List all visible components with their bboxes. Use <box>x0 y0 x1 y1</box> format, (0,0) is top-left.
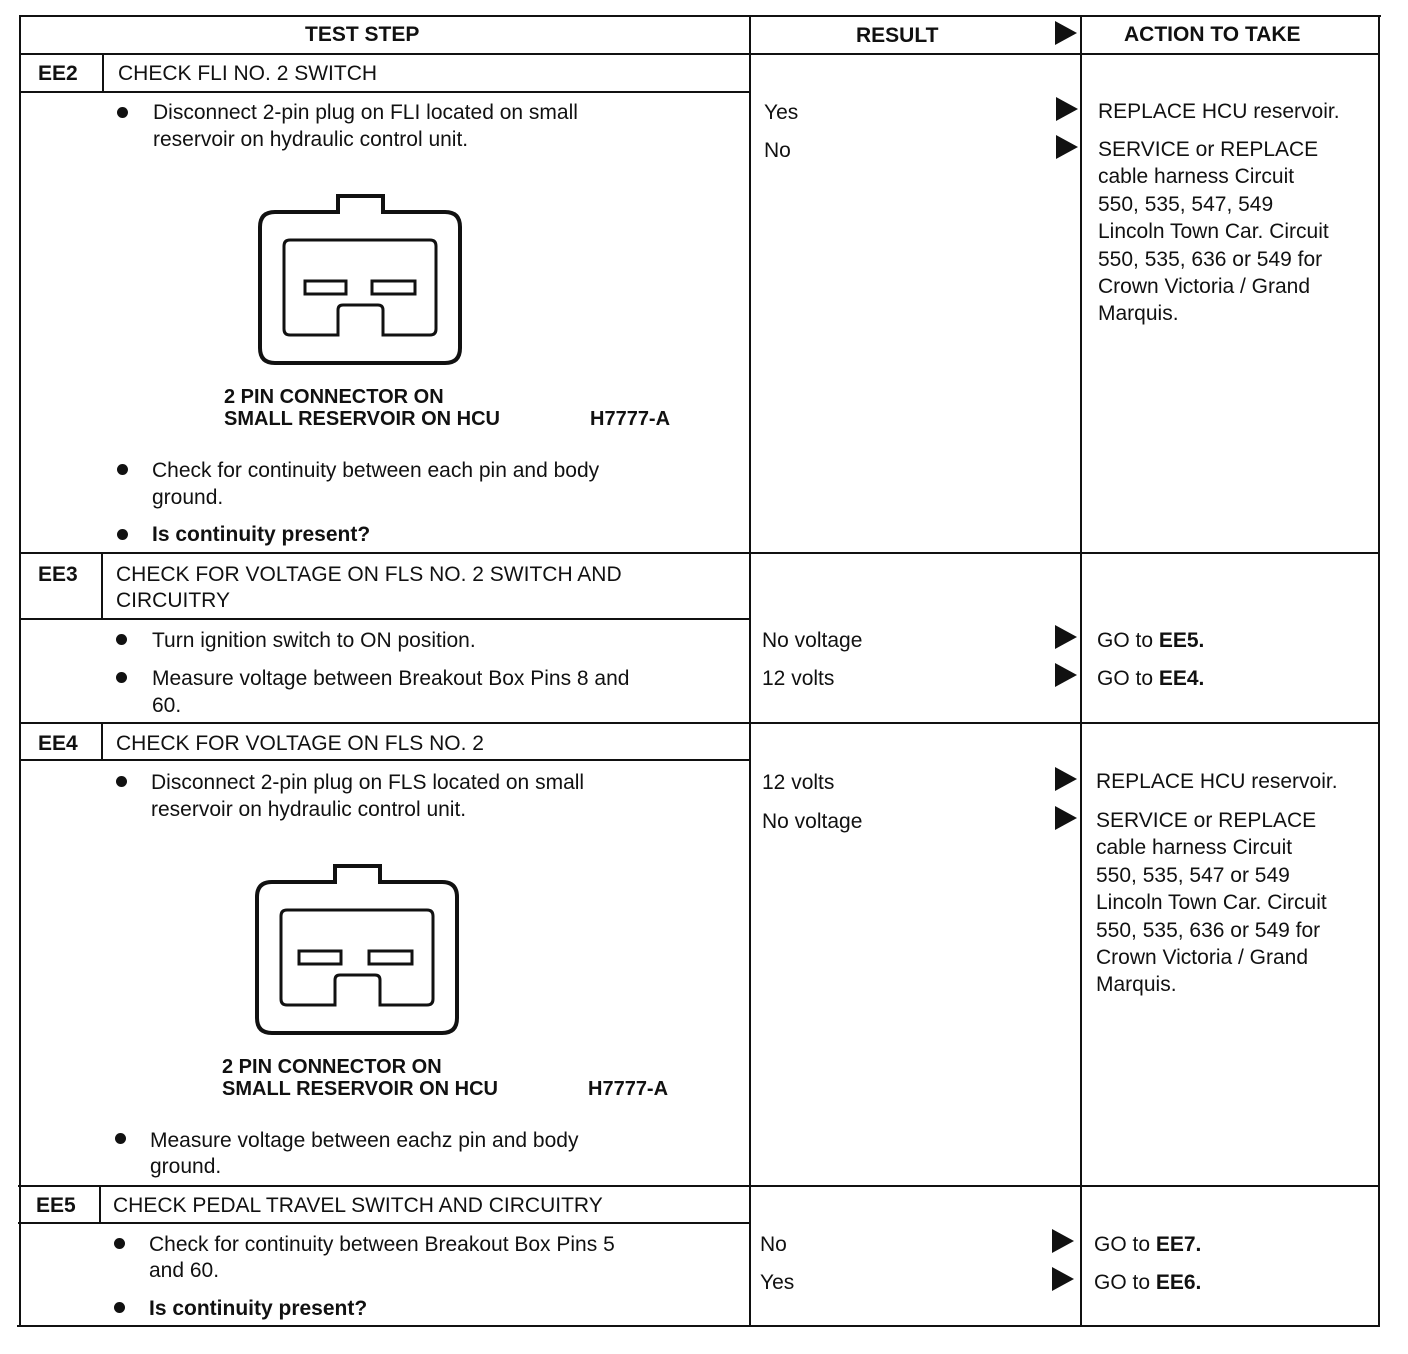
ee2-action2-line: cable harness Circuit <box>1098 165 1295 189</box>
ee2-step-title: CHECK FLI NO. 2 SWITCH <box>118 62 378 85</box>
ee3-title-underline <box>20 618 751 620</box>
section-divider-ee3 <box>20 552 1380 554</box>
table-bottom-border <box>17 1325 1379 1327</box>
ee4-id-divider <box>101 722 103 760</box>
ee4-action1: REPLACE HCU reservoir. <box>1096 770 1338 793</box>
ee5-action1-ref: EE7. <box>1155 1233 1202 1256</box>
ee3-bullet2-line2: 60. <box>152 694 182 717</box>
bullet-icon <box>116 776 127 787</box>
ee4-bullet2-line2: ground. <box>150 1155 222 1178</box>
result-arrow-icon <box>1056 135 1078 159</box>
bullet-icon <box>117 107 128 118</box>
two-pin-connector-diagram <box>252 860 462 1038</box>
ee3-id-divider <box>101 552 103 619</box>
ee4-figure-caption-line2: SMALL RESERVOIR ON HCU <box>222 1078 498 1100</box>
ee4-action2-line: 550, 535, 547 or 549 <box>1096 863 1290 887</box>
ee3-action1-ref: EE5. <box>1158 629 1205 652</box>
ee4-action2 <box>1096 807 1327 999</box>
ee5-result1: No <box>760 1233 787 1256</box>
result-arrow-icon <box>1055 625 1077 649</box>
ee2-figure-code: H7777-A <box>590 408 671 430</box>
ee2-figure-caption-line1: 2 PIN CONNECTOR ON <box>224 386 444 408</box>
ee4-bullet1-line1: Disconnect 2-pin plug on FLS located on small <box>151 771 585 794</box>
ee3-bullet1: Turn ignition switch to ON position. <box>152 629 476 652</box>
ee4-title-underline <box>20 759 751 761</box>
header-test-step: TEST STEP <box>305 23 420 46</box>
ee2-action2-line: Lincoln Town Car. Circuit <box>1098 220 1329 244</box>
ee5-id-divider <box>99 1185 101 1223</box>
result-arrow-icon <box>1056 97 1078 121</box>
ee5-action2-prefix: GO to <box>1094 1271 1156 1294</box>
ee5-action1 <box>1094 1231 1201 1258</box>
ee3-result2: 12 volts <box>762 667 835 690</box>
result-arrow-icon <box>1055 806 1077 830</box>
bullet-icon <box>114 1238 125 1249</box>
ee4-figure-code: H7777-A <box>588 1078 669 1100</box>
ee5-action1-prefix: GO to <box>1094 1233 1156 1256</box>
ee2-action2-line: Marquis. <box>1098 302 1179 326</box>
header-result: RESULT <box>856 24 939 47</box>
ee4-action2-line: Crown Victoria / Grand <box>1096 946 1309 970</box>
result-arrow-icon <box>1055 663 1077 687</box>
ee2-action1: REPLACE HCU reservoir. <box>1098 100 1340 123</box>
ee3-result1: No voltage <box>762 629 863 652</box>
ee4-action2-line: SERVICE or REPLACE <box>1096 809 1317 832</box>
ee3-action2-ref: EE4. <box>1158 667 1205 690</box>
ee2-result1: Yes <box>764 101 799 124</box>
ee3-bullet2-line1: Measure voltage between Breakout Box Pins 8 and <box>152 667 630 690</box>
ee2-result2: No <box>764 139 791 162</box>
ee2-title-underline <box>20 91 751 93</box>
bullet-icon <box>116 672 127 683</box>
result-column-divider <box>749 15 751 1327</box>
section-divider-ee5 <box>18 1185 1380 1187</box>
ee3-action1-prefix: GO to <box>1097 629 1159 652</box>
header-divider <box>20 53 1380 55</box>
ee2-step-id: EE2 <box>38 62 78 85</box>
section-divider-ee4 <box>20 722 1380 724</box>
ee3-step-title-line2: CIRCUITRY <box>116 589 230 612</box>
ee5-bullet1-line2: and 60. <box>149 1259 220 1282</box>
bullet-icon <box>114 1302 125 1313</box>
ee2-action2 <box>1098 136 1329 328</box>
ee3-step-id: EE3 <box>38 563 78 586</box>
ee4-step-title: CHECK FOR VOLTAGE ON FLS NO. 2 <box>116 732 484 755</box>
ee5-bullet2: Is continuity present? <box>149 1297 368 1320</box>
header-action: ACTION TO TAKE <box>1124 23 1301 46</box>
ee2-figure-caption-line2: SMALL RESERVOIR ON HCU <box>224 408 500 430</box>
ee2-action2-line: SERVICE or REPLACE <box>1098 138 1319 161</box>
ee4-action2-line: Lincoln Town Car. Circuit <box>1096 891 1327 915</box>
ee5-step-title: CHECK PEDAL TRAVEL SWITCH AND CIRCUITRY <box>113 1194 603 1217</box>
ee5-action2-ref: EE6. <box>1155 1271 1202 1294</box>
ee4-figure-caption-line1: 2 PIN CONNECTOR ON <box>222 1056 442 1078</box>
ee2-bullet1-line1: Disconnect 2-pin plug on FLI located on small <box>153 101 578 124</box>
table-left-border <box>19 15 21 1327</box>
ee4-step-id: EE4 <box>38 732 78 755</box>
ee3-action1 <box>1097 627 1204 654</box>
ee2-bullet2-line1: Check for continuity between each pin and body <box>152 459 600 482</box>
table-right-border <box>1378 15 1380 1327</box>
ee5-step-id: EE5 <box>36 1194 76 1217</box>
ee2-action2-line: 550, 535, 547, 549 <box>1098 192 1274 216</box>
result-arrow-icon <box>1052 1267 1074 1291</box>
ee4-bullet2-line1: Measure voltage between eachz pin and body <box>150 1129 579 1152</box>
bullet-icon <box>117 464 128 475</box>
two-pin-connector-diagram <box>255 190 465 368</box>
ee4-action2-line: 550, 535, 636 or 549 for <box>1096 918 1321 942</box>
result-arrow-icon <box>1055 767 1077 791</box>
ee3-step-title-line1: CHECK FOR VOLTAGE ON FLS NO. 2 SWITCH AND <box>116 563 622 586</box>
bullet-icon <box>115 1133 126 1144</box>
table-top-border <box>20 15 1381 17</box>
bullet-icon <box>116 634 127 645</box>
ee2-action2-line: Crown Victoria / Grand <box>1098 275 1311 299</box>
ee3-action2 <box>1097 665 1204 692</box>
bullet-icon <box>117 529 128 540</box>
ee5-bullet1-line1: Check for continuity between Breakout Box Pins 5 <box>149 1233 615 1256</box>
ee2-action2-line: 550, 535, 636 or 549 for <box>1098 247 1323 271</box>
ee5-action2 <box>1094 1269 1201 1296</box>
ee4-bullet1-line2: reservoir on hydraulic control unit. <box>151 798 467 821</box>
ee2-bullet2-line2: ground. <box>152 486 224 509</box>
ee2-bullet1-line2: reservoir on hydraulic control unit. <box>153 128 469 151</box>
ee5-result2: Yes <box>760 1271 795 1294</box>
header-arrow-icon <box>1055 21 1077 45</box>
ee4-result1: 12 volts <box>762 771 835 794</box>
ee4-action2-line: cable harness Circuit <box>1096 836 1293 860</box>
ee2-bullet3: Is continuity present? <box>152 523 371 546</box>
ee5-title-underline <box>18 1222 751 1224</box>
result-arrow-icon <box>1052 1229 1074 1253</box>
ee2-id-divider <box>102 53 104 92</box>
ee3-action2-prefix: GO to <box>1097 667 1159 690</box>
action-column-divider <box>1080 15 1082 1327</box>
ee4-action2-line: Marquis. <box>1096 973 1177 997</box>
ee4-result2: No voltage <box>762 810 863 833</box>
